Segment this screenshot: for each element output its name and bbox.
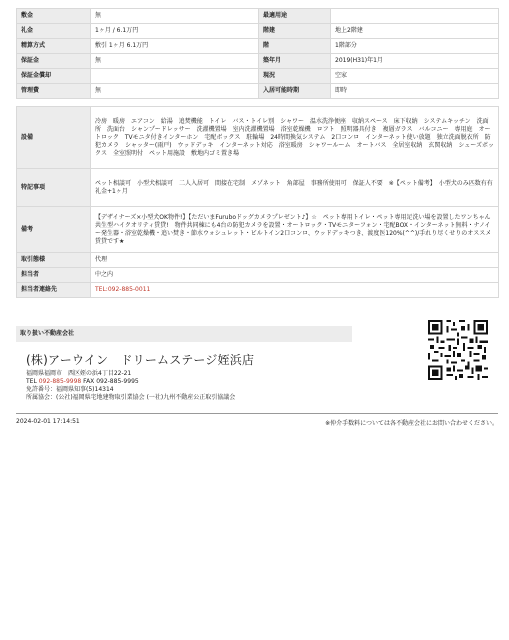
agency-section	[16, 326, 498, 408]
label: 担当者連絡先	[17, 283, 91, 298]
label: 担当者	[17, 268, 91, 283]
label: 特記事項	[17, 169, 91, 207]
qr-code-icon	[428, 320, 488, 380]
label: 保証金	[17, 54, 91, 69]
table-row	[17, 24, 499, 39]
table-row	[17, 54, 499, 69]
agency-license: 免許番号：福岡県知事(5)14314	[26, 386, 114, 393]
value: ペット相談可 小型犬相談可 二人入居可 間接在宅制 メゾネット 角部屋 事務所使用可 保証人不要 ※【ペット備考】 小型犬のみ匹数有有 礼金+1ヶ月	[91, 169, 499, 207]
table-row	[17, 9, 499, 24]
label: 備考	[17, 207, 91, 253]
label: 最適用途	[259, 9, 331, 24]
value	[331, 9, 499, 24]
value	[91, 69, 259, 84]
agency-association: 所属協会：(公社)福岡県宅地建物取引業協会 (一社)九州不動産公正取引協議会	[26, 394, 236, 401]
contact-phone[interactable]: TEL:092-885-0011	[91, 283, 499, 298]
table-row	[17, 268, 499, 283]
value: 地上2階建	[331, 24, 499, 39]
value: 無	[91, 84, 259, 99]
table-features	[16, 106, 499, 298]
agency-fax: FAX 092-885-9995	[83, 378, 139, 385]
label: 築年月	[259, 54, 331, 69]
label: 精算方式	[17, 39, 91, 54]
tel-label: TEL	[26, 378, 37, 385]
label: 階建	[259, 24, 331, 39]
label: 取引態様	[17, 253, 91, 268]
table-row	[17, 253, 499, 268]
table-row	[17, 107, 499, 169]
label: 管理費	[17, 84, 91, 99]
label: 設備	[17, 107, 91, 169]
value: 即時	[331, 84, 499, 99]
value: 2019(H31)年1月	[331, 54, 499, 69]
value: 無	[91, 9, 259, 24]
value: 代理	[91, 253, 499, 268]
value: 1ヶ月 / 6.1万円	[91, 24, 259, 39]
label: 礼金	[17, 24, 91, 39]
value: 【デザイナーズ×小型犬OK物件!】【ただいまFuruboドッグカメラプレゼント♪】☆ ペット専用トイレ・ペット専用足洗い場を設置したワンちゃん共生型ハイクオリティ賃貸! 物件共同棟にも4台の防犯カメラを設置・オートロック・TVモニターフォン・宅配BOX・インターネット無料・ナノイー発生器・浴室乾燥機・追い焚き・節水ウォシュレット・ビルトイン2口コンロ、ウッドデッキつき、渡度医120%(^^)/手れり尽くせりのオススメ賃貸です★	[91, 207, 499, 253]
table-row	[17, 207, 499, 253]
property-details	[16, 8, 498, 298]
table-row	[17, 169, 499, 207]
label: 入居可能時期	[259, 84, 331, 99]
value: 1階部分	[331, 39, 499, 54]
value: 中之内	[91, 268, 499, 283]
agency-contact	[26, 378, 139, 385]
table-row	[17, 283, 499, 298]
print-timestamp: 2024-02-01 17:14:51	[16, 418, 80, 425]
value: 冷房 暖房 エアコン 給湯 追焚機能 トイレ バス・トイレ別 シャワー 温水洗浄便座 収納スペース 床下収納 システムキッチン 洗面所 洗面台 シャンプードレッサー 洗濯機置場 室内洗濯機置場 浴室乾燥機 ロフト 照明器具付き 複層ガラス バルコニー 専用庭 オートロック TVモニタ付きインターホン 宅配ボックス 駐輪場 24時間換気システム 2口コンロ インターネット使い放題 独立洗面脱衣所 防犯カメラ シャッター(雨戸) ウッドデッキ インターネット対応 浴室暖房 シャワールーム オートバス 全居室収納 玄関収納 シューズボックス 全室照明付 ペット用施設 敷地内ゴミ置き場	[91, 107, 499, 169]
table-row	[17, 69, 499, 84]
footer-note: ※仲介手数料については各不動産会社にお問い合わせください。	[325, 420, 498, 427]
label: 敷金	[17, 9, 91, 24]
agency-name: (株)アーウイン ドリームステージ姪浜店	[26, 353, 255, 367]
table-row	[17, 84, 499, 99]
agency-header: 取り扱い不動産会社	[16, 326, 352, 342]
divider	[16, 413, 498, 414]
value: 空家	[331, 69, 499, 84]
table-basic-info	[16, 8, 499, 99]
label: 現況	[259, 69, 331, 84]
agency-phone[interactable]: 092-885-9998	[38, 378, 82, 385]
value: 敷引 1ヶ月 6.1万円	[91, 39, 259, 54]
value: 無	[91, 54, 259, 69]
table-row	[17, 39, 499, 54]
label: 階	[259, 39, 331, 54]
agency-address: 福岡県福岡市 西区姪の浜4丁目22-21	[26, 370, 132, 377]
label: 保証金償却	[17, 69, 91, 84]
